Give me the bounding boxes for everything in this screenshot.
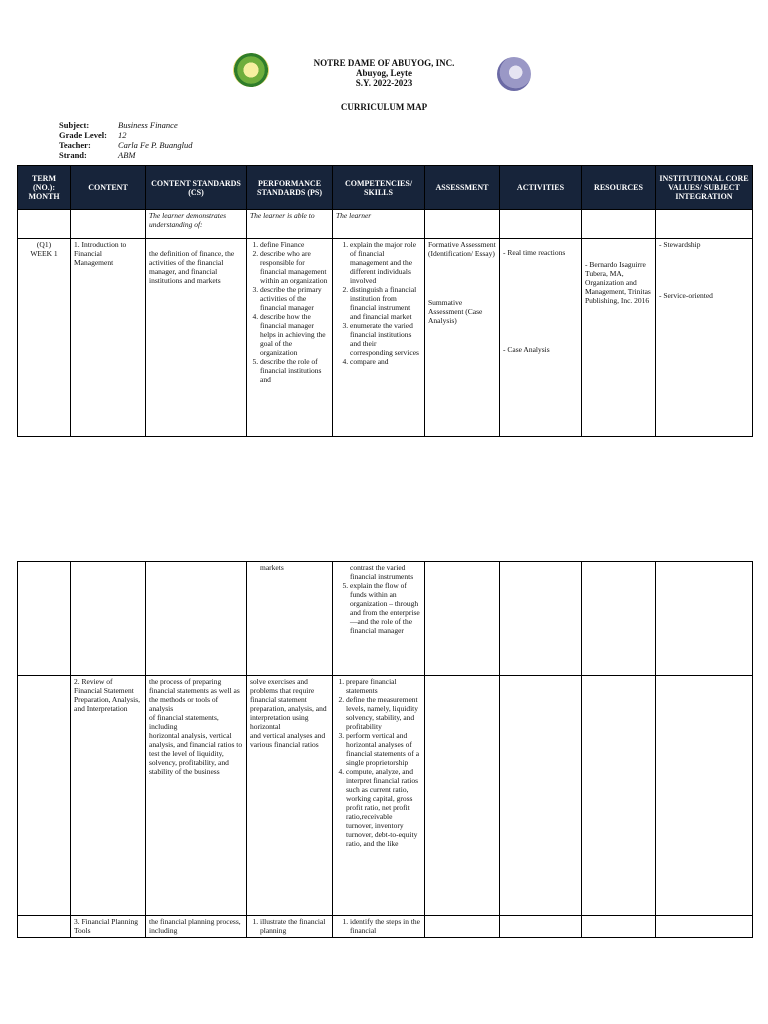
list-item: 1. identify the steps in the financial [350,917,421,935]
school-year: S.Y. 2022-2023 [355,78,413,88]
document-header [0,58,768,112]
col-term: TERM (NO.): MONTH [18,166,71,210]
activity-item: - Case Analysis [503,345,550,354]
school-location: Abuyog, Leyte [356,68,412,78]
resources-cell [582,239,656,437]
ps-cell [247,916,333,938]
school-name: NOTRE DAME OF ABUYOG, INC. [313,58,455,68]
meta-label: Grade Level: [59,130,107,140]
comp-cell [333,562,425,676]
meta-value: Business Finance [118,120,178,130]
comp-cell [333,239,425,437]
summative-assessment: Summative Assessment (Case Analysis) [428,298,483,325]
comp-cell [333,916,425,938]
ps-intro: The learner is able to [247,210,333,239]
cs-cell: the process of preparing financial statements as well as the methods or tools of analysis of financial statements, including horizontal analysis, vertical analysis, and financial ratios to test the level of liquidity, solvency, profitability, and stability of the business [146,676,247,916]
list-item: 5. explain the flow of funds within an organization – through and from the enterprise—and the role of the financial manager [350,581,421,635]
assessment-cell [425,239,500,437]
cs-cell [146,239,247,437]
ps-cell: solve exercises and problems that require financial statement preparation, analysis, and interpretation using horizontal and vertical analyses and various financial ratios [247,676,333,916]
table-row [18,676,753,916]
table-row [18,562,753,676]
meta-teacher [59,140,192,150]
list-item: 3. enumerate the varied financial institutions and their corresponding services [350,321,421,357]
table-row [18,916,753,938]
col-resources: RESOURCES [582,166,656,210]
cs-cell: the financial planning process, including [146,916,247,938]
table-row [18,239,753,437]
term-cell: (Q1) WEEK 1 [18,239,71,437]
cs-intro: The learner demonstrates understanding of: [146,210,247,239]
col-performance-standards: PERFORMANCE STANDARDS (PS) [247,166,333,210]
subject-info [59,120,192,160]
curriculum-table-page1 [17,165,753,437]
list-item: 2. distinguish a financial institution from financial instrument and financial market [350,285,421,321]
comp-cell [333,676,425,916]
content-cell: 2. Review of Financial Statement Preparation, Analysis, and Interpretation [71,676,146,916]
header-row [18,166,753,210]
core-values-cell [656,239,753,437]
list-item: 3. perform vertical and horizontal analyses of financial statements of a single proprietorship [346,731,421,767]
col-activities: ACTIVITIES [500,166,582,210]
meta-value: 12 [118,130,127,140]
comp-intro: The learner [333,210,425,239]
col-core-values: INSTITUTIONAL CORE VALUES/ SUBJECT INTEGRATION [656,166,753,210]
table-row [18,210,753,239]
ps-cell [247,239,333,437]
col-content: CONTENT [71,166,146,210]
ps-cell [247,562,333,676]
list-item: 4. compute, analyze, and interpret financial ratios such as current ratio, working capital, gross profit ratio, net profit ratio,receivable turnover, inventory turnover, debt-to-equity ratio, and the like [346,767,421,848]
col-assessment: ASSESSMENT [425,166,500,210]
ps-text: markets [260,563,284,572]
list-item: contrast the varied financial instruments [350,563,414,581]
formative-assessment: Formative Assessment (Identification/ Essay) [428,240,496,258]
resource-item: - Bernardo Isaguirre Tubera, MA, Organization and Management, Trinitas Publishing, Inc. 2016 [585,260,651,305]
document-title: CURRICULUM MAP [340,102,428,112]
activities-cell [500,239,582,437]
meta-label: Strand: [59,150,87,160]
meta-label: Teacher: [59,140,91,150]
list-item: 1. explain the major role of financial management and the different individuals involved [350,240,421,285]
list-item: 4. describe how the financial manager helps in achieving the goal of the organization [260,312,329,357]
list-item: 1. prepare financial statements [346,677,421,695]
col-competencies: COMPETENCIES/ SKILLS [333,166,425,210]
list-item: 3. describe the primary activities of the financial manager [260,285,329,312]
content-cell: 1. Introduction to Financial Management [71,239,146,437]
value-item: - Service-oriented [659,291,713,300]
col-content-standards: CONTENT STANDARDS (CS) [146,166,247,210]
list-item: 2. define the measurement levels, namely, liquidity solvency, stability, and profitability [346,695,421,731]
meta-strand [59,150,192,160]
list-item: 4. compare and [350,357,421,366]
list-item: 2. describe who are responsible for financial management within an organization [260,249,329,285]
list-item: 1. define Finance [260,240,329,249]
activity-item: - Real time reactions [503,248,566,257]
meta-grade [59,130,192,140]
meta-value: Carla Fe P. Buanglud [118,140,193,150]
value-item: - Stewardship [659,240,701,249]
meta-subject [59,120,192,130]
list-item: 1. illustrate the financial planning [260,917,329,935]
cs-text: the definition of finance, the activities of the financial manager, and financial institutions and markets [149,249,235,285]
meta-label: Subject: [59,120,90,130]
meta-value: ABM [118,150,136,160]
content-cell: 3. Financial Planning Tools [71,916,146,938]
list-item: 5. describe the role of financial institutions and [260,357,329,384]
curriculum-table-page2 [17,561,753,938]
